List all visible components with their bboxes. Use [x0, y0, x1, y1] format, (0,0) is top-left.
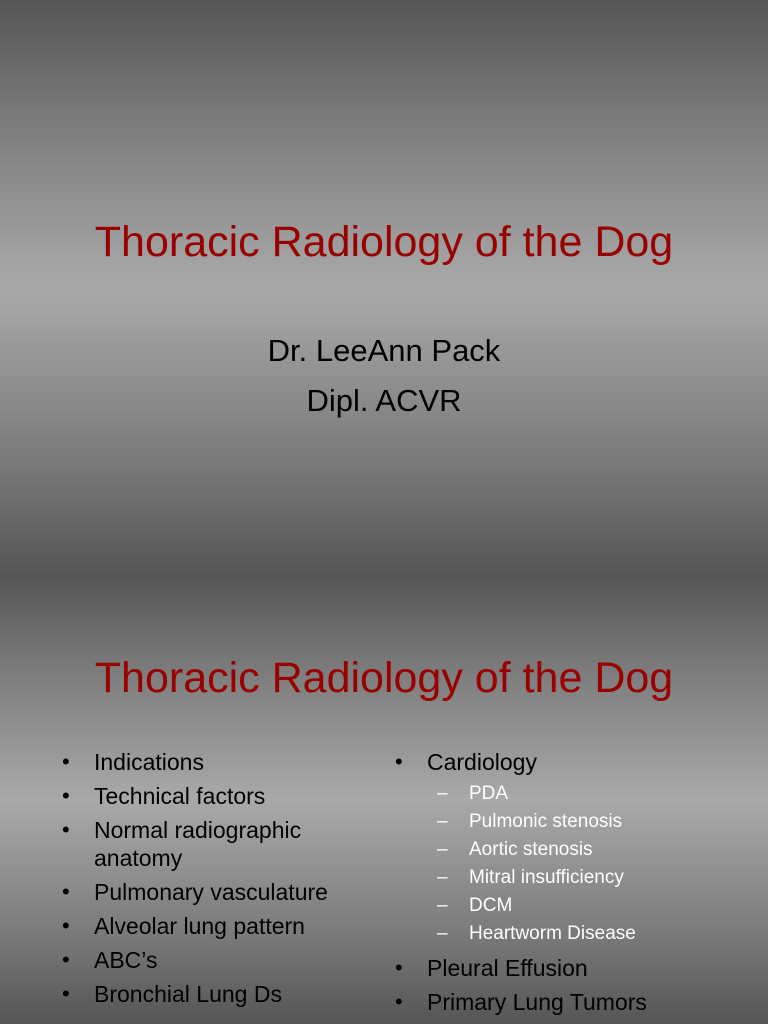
list-item: • Pulmonary vasculature	[62, 878, 362, 906]
right-bullet-list	[395, 748, 755, 1022]
presenter-name: Dr. LeeAnn Pack	[267, 333, 501, 368]
list-item: • Normal radiographic anatomy	[62, 816, 362, 872]
list-item: • Bronchial Lung Ds	[62, 980, 362, 1008]
list-item: • Technical factors	[62, 782, 362, 810]
slide-subtitle	[0, 326, 768, 426]
sub-list-item: – Heartworm Disease	[437, 920, 755, 948]
list-item: • Pleural Effusion	[395, 954, 755, 982]
list-item-cardiology	[395, 748, 755, 948]
left-bullet-list	[62, 748, 362, 1014]
sub-list-item: – DCM	[437, 892, 755, 920]
list-item: • Alveolar lung pattern	[62, 912, 362, 940]
list-item: • ABC’s	[62, 946, 362, 974]
sub-list-item: – PDA	[437, 780, 755, 808]
list-item: • Indications	[62, 748, 362, 776]
list-item-label: Cardiology	[427, 749, 537, 775]
slide-title: Thoracic Radiology of the Dog	[94, 654, 674, 702]
sub-list-item: – Pulmonic stenosis	[437, 808, 755, 836]
list-item: • Primary Lung Tumors	[395, 988, 755, 1016]
sub-list-item: – Mitral insufficiency	[437, 864, 755, 892]
sub-list-item: – Aortic stenosis	[437, 836, 755, 864]
presenter-credential: Dipl. ACVR	[306, 383, 462, 418]
cardiology-sublist	[427, 780, 755, 948]
outline-slide	[0, 576, 768, 1024]
slide-title: Thoracic Radiology of the Dog	[94, 218, 674, 266]
